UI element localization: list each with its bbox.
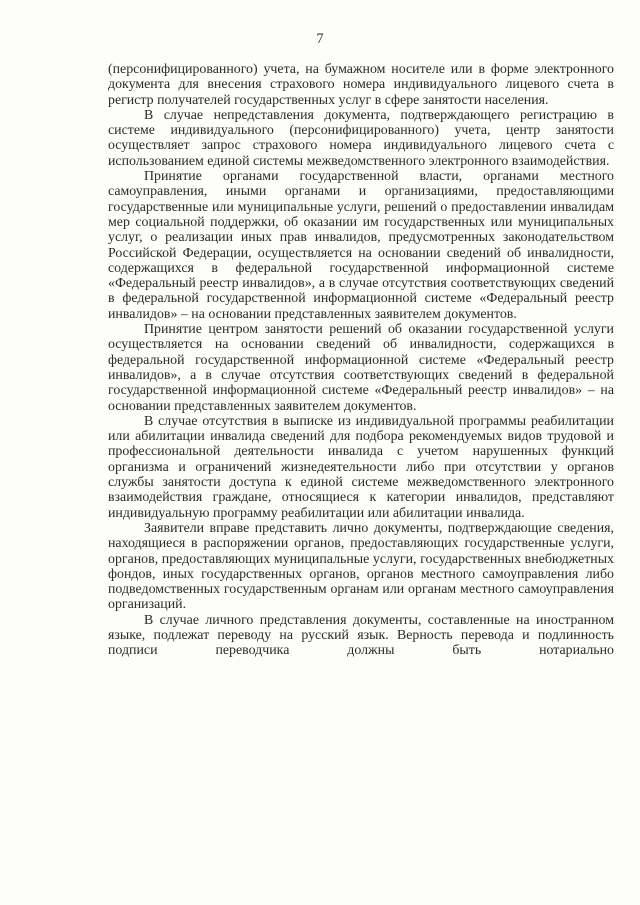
paragraph-7: В случае личного представления документы, составленные на иностранном языке, подлежат переводу на русский язык. Верность перевода и подлинность подписи переводчика должны быть нотариально [108,612,614,659]
document-body [108,62,614,659]
paragraph-3: Принятие органами государственной власти, органами местного самоуправления, иными органами и организациями, предоставляющими государственные или муниципальные услуги, решений о предоставлении инвалидам мер социальной поддержки, об оказании им государственных или муниципальных услуг, о реализации иных прав инвалидов, предусмотренных законодательством Российской Федерации, осуществляется на основании сведений об инвалидности, содержащихся в федеральной государственной информационной системе «Федеральный реестр инвалидов», а в случае отсутствия соответствующих сведений в федеральной государственной информационной системе «Федеральный реестр инвалидов» – на основании представленных заявителем документов. [108,169,614,322]
page-number: 7 [316,31,324,47]
paragraph-4: Принятие центром занятости решений об оказании государственной услуги осуществляется на основании сведений об инвалидности, содержащихся в федеральной государственной информационной системе «Федеральный реестр инвалидов», а в случае отсутствия соответствующих сведений в федеральной государственной информационной системе «Федеральный реестр инвалидов» – на основании представленных заявителем документов. [108,322,614,414]
paragraph-6: Заявители вправе представить лично документы, подтверждающие сведения, находящиеся в распоряжении органов, предоставляющих государственные услуги, органов, предоставляющих муниципальные услуги, государственных внебюджетных фондов, иных государственных органов, органов местного самоуправления либо подведомственных государственным органам или органам местного самоуправления организаций. [108,520,614,613]
paragraph-2: В случае непредставления документа, подтверждающего регистрацию в системе индивидуального (персонифицированного) учета, центр занятости осуществляет запрос страхового номера индивидуального лицевого счета с использованием единой системы межведомственного электронного взаимодействия. [108,107,614,169]
paragraph-1: (персонифицированного) учета, на бумажном носителе или в форме электронного документа для внесения страхового номера индивидуального лицевого счета в регистр получателей государственных услуг в сфере занятости населения. [108,62,614,108]
paragraph-5: В случае отсутствия в выписке из индивидуальной программы реабилитации или абилитации инвалида сведений для подбора рекомендуемых видов трудовой и профессиональной деятельности инвалида с учетом нарушенных функций организма и ограничений жизнедеятельности либо при отсутствии у органов службы занятости доступа к единой системе межведомственного электронного взаимодействия граждане, относящиеся к категории инвалидов, представляют индивидуальную программу реабилитации или абилитации инвалида. [108,413,614,521]
